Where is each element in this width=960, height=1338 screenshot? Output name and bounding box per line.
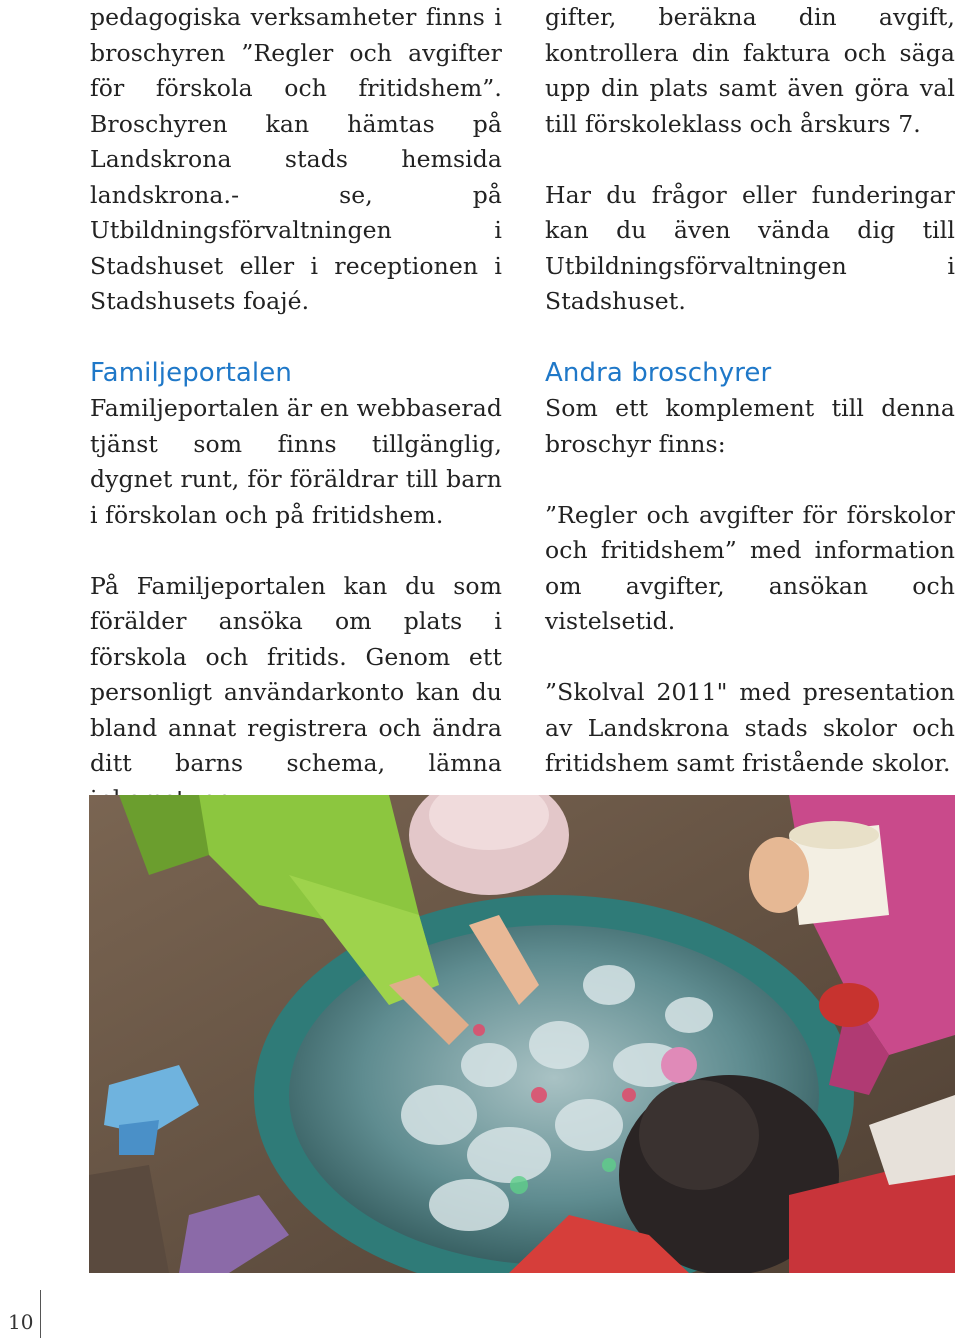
continuation-paragraph: gifter, beräkna din avgift, kontrollera din faktura och säga upp din plats samt även göra val till förskoleklass och årskurs 7. [545,3,955,138]
andra-broschyrer-heading: Andra broschyrer [545,357,772,388]
andra-broschyrer-intro: Som ett komplement till denna broschyr finns: [545,394,955,458]
right-column [545,0,955,782]
brochure-item-1: ”Regler och avgifter för förskolor och fritidshem” med information om avgifter, ansökan och vistelsetid. [545,500,955,635]
brochure-item-2: ”Skolval 2011" med presentation av Landskrona stads skolor och fritidshem samt fristående skolor. [545,678,955,777]
intro-paragraph: pedagogiska verksamheter finns i broschyren ”Regler och avgifter för förskola och fritidshem”. Broschyren kan hämtas på Landskrona stads hemsida landskrona.- se, på Utbildningsförvaltningen i Stadshuset eller i receptionen i Stadshusets foajé. [90,3,502,315]
page-margin-rule [40,1290,41,1338]
familjeportalen-paragraph-1: Familjeportalen är en webbaserad tjänst som finns tillgänglig, dygnet runt, för föräldrar till barn i förskolan och på fritidshem. [90,394,502,529]
familjeportalen-paragraph-2: På Familjeportalen kan du som förälder ansöka om plats i förskola och fritids. Genom ett personligt användarkonto kan du bland annat registrera och ändra ditt barns schema, lämna [90,571,502,777]
photo-children-water-tub [89,795,955,1273]
page-number: 10 [8,1310,34,1334]
questions-paragraph: Har du frågor eller funderingar kan du även vända dig till Utbildningsförvaltningen i Stadshuset. [545,180,955,315]
familjeportalen-heading: Familjeportalen [90,357,292,388]
left-column [90,0,502,817]
